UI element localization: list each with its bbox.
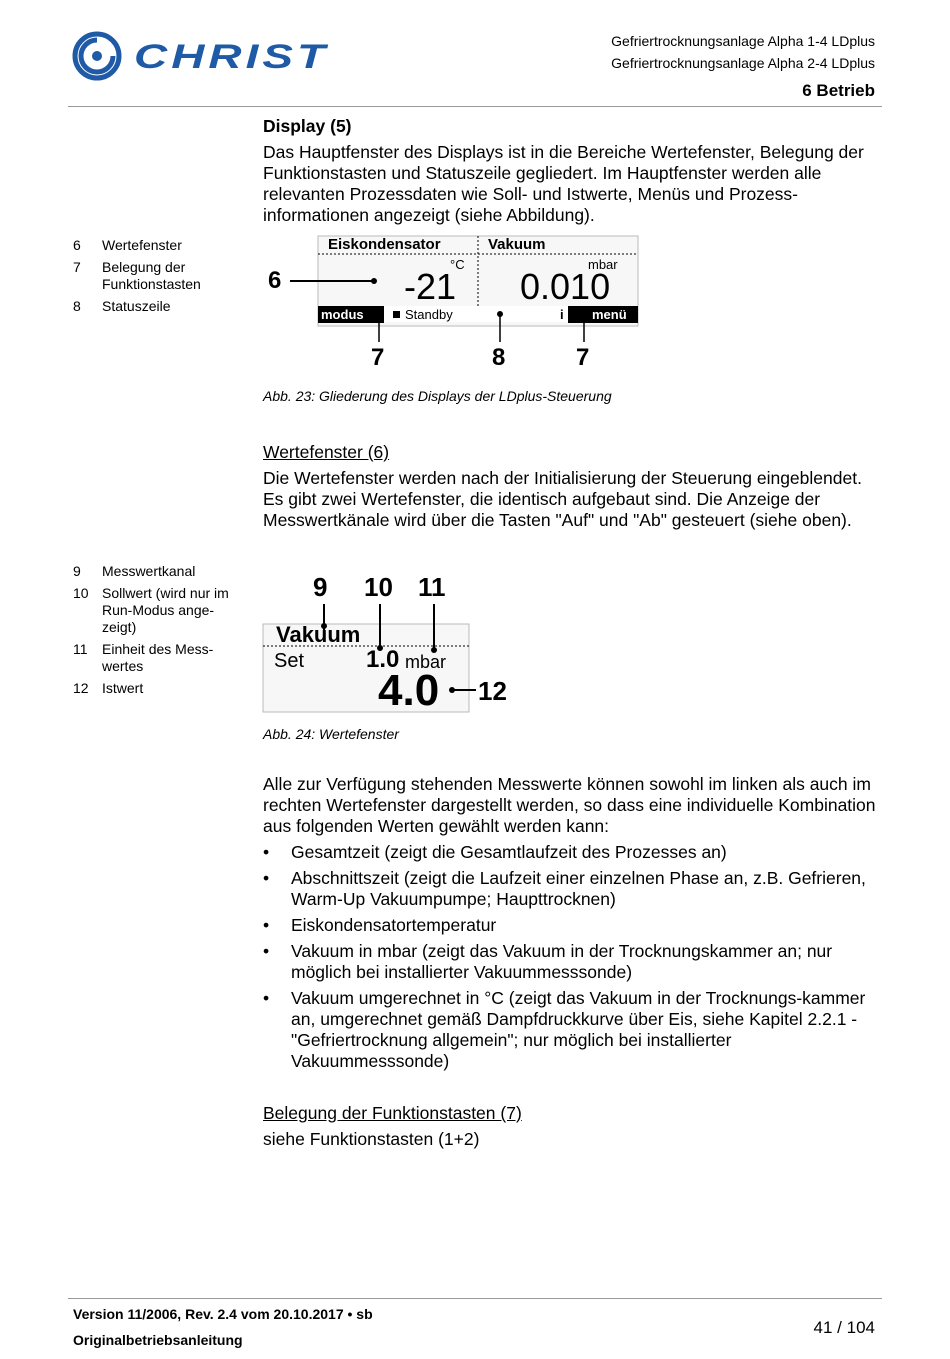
bullet-icon: • (263, 842, 270, 862)
legend-item: 8 Statuszeile (73, 298, 171, 314)
list-item: • Vakuum in mbar (zeigt das Vakuum in der Trocknungskammer an; nur möglich bei installierter Vakuummesssonde) (263, 941, 833, 982)
figure-23-caption: Abb. 23: Gliederung des Displays der LDplus-Steuerung (263, 388, 612, 404)
figure-24-caption: Abb. 24: Wertefenster (263, 726, 399, 742)
footer-version: Version 11/2006, Rev. 2.4 vom 20.10.2017 • sb (73, 1306, 373, 1322)
keys-text: siehe Funktionstasten (1+2) (263, 1129, 480, 1149)
bullet-icon: • (263, 941, 270, 961)
left-value: -21 (404, 266, 457, 307)
values-list (263, 842, 875, 1077)
bullet-icon: • (263, 988, 270, 1008)
footer-doc-type: Originalbetriebsanleitung (73, 1332, 243, 1348)
right-unit: mbar (588, 257, 618, 272)
menu-key-label: menü (592, 307, 627, 322)
left-unit: °C (450, 257, 465, 272)
set-label: Set (274, 650, 305, 672)
list-item: • Vakuum umgerechnet in °C (zeigt das Vakuum in der Trocknungs-kammer an, umgerechnet gemäß Dampfdruckkurve über Eis, siehe Kapitel 2.2.1 - "Gefriertrocknung allgemein"; nur möglich bei installierter Vakuummesssonde) (263, 988, 866, 1071)
chapter-title: 6 Betrieb (802, 81, 875, 100)
unit-label: mbar (405, 652, 447, 672)
legend-item: 7 Belegung der Funktionstasten (73, 259, 201, 292)
right-window-title: Vakuum (488, 236, 546, 253)
callout-8: 8 (492, 344, 506, 371)
display-paragraph: Das Hauptfenster des Displays ist in die Bereiche Wertefenster, Belegung der Funktionstasten und Statuszeile gegliedert. Im Hauptfenster werden alle relevanten Prozessdaten wie Soll- und Istwerte, Menüs und Prozess-informationen angezeigt (siehe Abbildung). (263, 142, 864, 225)
werte-legend (73, 563, 242, 702)
display-heading: Display (5) (263, 116, 352, 136)
logo-wordmark: CHRIST (134, 38, 330, 76)
info-icon: i (560, 307, 564, 322)
christ-logo (72, 30, 330, 82)
actual-value: 4.0 (378, 666, 440, 715)
product-line-2: Gefriertrocknungsanlage Alpha 2-4 LDplus (611, 55, 875, 71)
legend-item: 6 Wertefenster (73, 237, 182, 253)
list-item: • Abschnittszeit (zeigt die Laufzeit einer einzelnen Phase an, z.B. Gefrieren, Warm-Up Vakuumpumpe; Haupttrocknen) (263, 868, 866, 909)
werte-figure (262, 568, 522, 718)
callout-10: 10 (364, 572, 393, 602)
right-value: 0.010 (520, 266, 611, 307)
callout-7-right: 7 (576, 344, 590, 371)
keys-heading: Belegung der Funktionstasten (7) (263, 1103, 522, 1123)
list-item: • Eiskondensatortemperatur (263, 915, 497, 935)
values-intro: Alle zur Verfügung stehenden Messwerte können sowohl im linken als auch im rechten Wertefenster dargestellt werden, so dass eine individuelle Kombination aus folgenden Werten gewählt werden kann: (263, 774, 876, 836)
bullet-icon: • (263, 868, 270, 888)
callout-7-left: 7 (371, 344, 385, 371)
callout-9: 9 (313, 572, 328, 602)
page-number: 41 / 104 (813, 1318, 875, 1337)
display-figure (262, 232, 642, 377)
list-item: • Gesamtzeit (zeigt die Gesamtlaufzeit des Prozesses an) (263, 842, 727, 862)
legend-item: 10 Sollwert (wird nur im Run-Modus ange-zeigt) (73, 585, 229, 635)
product-line-1: Gefriertrocknungsanlage Alpha 1-4 LDplus (611, 33, 875, 49)
set-value: 1.0 (366, 646, 400, 673)
status-text: Standby (405, 307, 453, 322)
werte-heading: Wertefenster (6) (263, 442, 390, 462)
legend-item: 9 Messwertkanal (73, 563, 196, 579)
callout-12: 12 (478, 676, 507, 706)
left-window-title: Eiskondensator (328, 236, 441, 253)
modus-key-label: modus (321, 307, 364, 322)
display-legend (73, 237, 242, 320)
werte-paragraph: Die Wertefenster werden nach der Initialisierung der Steuerung eingeblendet. Es gibt zwei Wertefenster, die identisch aufgebaut sind. Die Anzeige der Messwertkänale wird über die Tasten "Auf" und "Ab" gesteuert (siehe oben). (263, 468, 862, 530)
bullet-icon: • (263, 915, 270, 935)
callout-6: 6 (268, 267, 282, 294)
channel-title: Vakuum (276, 622, 361, 647)
footer-rule (68, 1298, 882, 1299)
header-rule (68, 106, 882, 107)
legend-item: 12 Istwert (73, 680, 144, 696)
legend-item: 11 Einheit des Mess-wertes (73, 641, 214, 674)
callout-11: 11 (418, 572, 446, 602)
